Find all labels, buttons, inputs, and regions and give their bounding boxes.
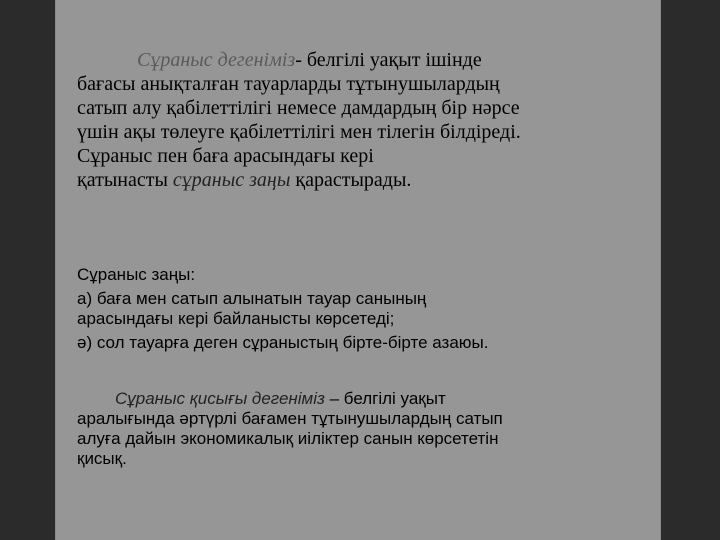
paragraph-line: сатып алу қабілеттілігі немесе дамдардың бір нәрсе: [77, 97, 520, 119]
term-law-of-demand: сұраныс заңы: [172, 169, 291, 191]
term-demand-definition: Сұраныс дегеніміз: [137, 49, 296, 71]
definition-lead: - белгілі уақыт ішінде: [295, 49, 482, 71]
paragraph-line: қисық.: [77, 449, 127, 468]
paragraph-line: үшін ақы төлеуге қабілеттілігі мен тілегін білдіреді.: [77, 121, 521, 143]
paragraph-line: алуға дайын экономикалық иіліктер санын көрсететін: [77, 429, 499, 448]
line-prefix: қатынасты: [77, 169, 173, 191]
paragraph-line: аралығында әртүрлі бағамен тұтынушылардың сатып: [77, 409, 503, 428]
paragraph-line: [77, 389, 637, 409]
paragraph-line: Сұраныс пен баға арасындағы кері: [77, 145, 374, 167]
paragraph-line: [77, 48, 637, 72]
term-demand-curve: Сұраныс қисығы дегеніміз: [115, 389, 325, 408]
definition-paragraph: [77, 48, 637, 192]
definition-lead: – белгілі уақыт: [324, 389, 446, 408]
list-item-continuation: арасындағы кері байланысты көрсетеді;: [77, 309, 395, 328]
demand-curve-paragraph: [77, 389, 637, 469]
paragraph-line: [77, 168, 637, 192]
paragraph-line: бағасы анықталған тауарларды тұтынушылардың: [77, 73, 500, 95]
line-suffix: қарастырады.: [290, 169, 412, 191]
law-of-demand-paragraph: [77, 265, 637, 353]
list-item: ә) сол тауарға деген сұраныстың бірте-бірте азаюы.: [77, 333, 489, 352]
section-heading: Сұраныс заңы:: [77, 265, 196, 284]
list-item: а) баға мен сатып алынатын тауар санының: [77, 289, 427, 308]
